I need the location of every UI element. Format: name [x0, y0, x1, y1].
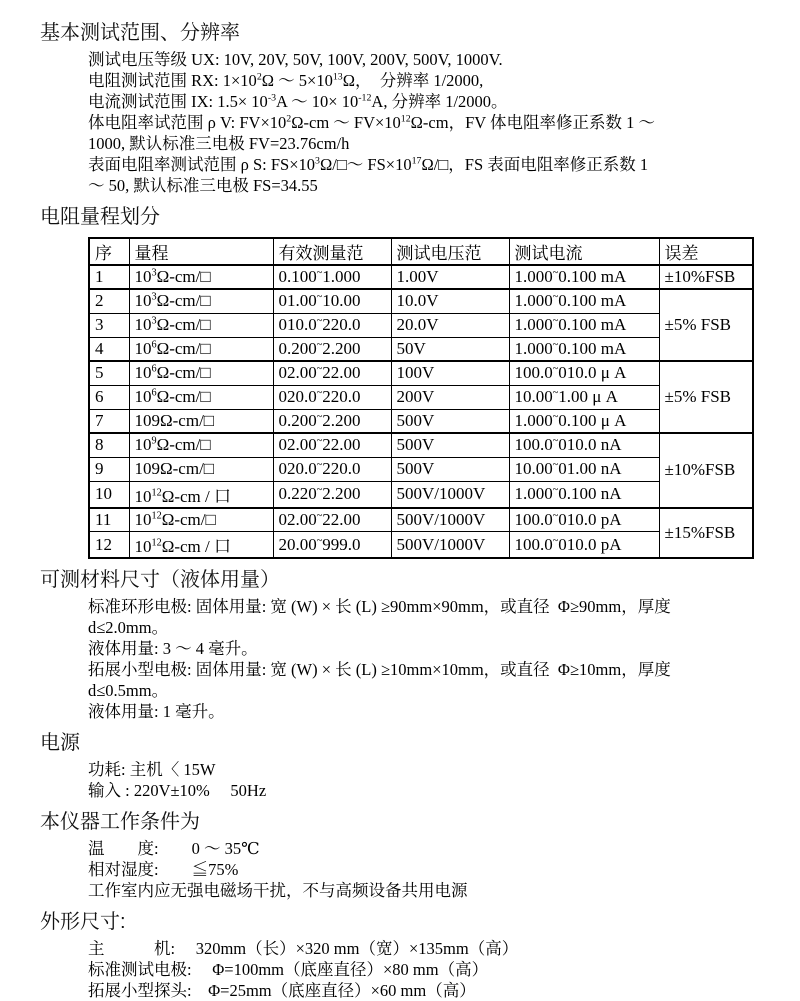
- section-heading-basic: 基本测试范围、分辨率: [40, 22, 240, 44]
- cell-measure: 02.00~22.00: [273, 508, 391, 532]
- dimensions-spec-block: [88, 938, 766, 1001]
- cell-range: 109Ω-cm/□: [129, 457, 273, 481]
- cell-voltage: 10.0V: [391, 289, 509, 313]
- cell-range: $10^6\Omega-cm/□$: [129, 337, 273, 361]
- table-row: [89, 361, 753, 385]
- cell-measure: 0.200~2.200: [273, 337, 391, 361]
- section-dimensions: [40, 909, 766, 1001]
- cell-no: 10: [89, 481, 129, 508]
- cell-measure: 02.00~22.00: [273, 361, 391, 385]
- cell-error: ±10%FSB: [659, 265, 753, 289]
- cell-voltage: 200V: [391, 385, 509, 409]
- spec-line: 1000, 默认标准三电极 FV=23.76cm/h: [88, 134, 350, 153]
- table-row: [89, 313, 753, 337]
- table-row: [89, 457, 753, 481]
- cell-measure: 020.0~220.0: [273, 385, 391, 409]
- cell-current: 100.0~010.0 nA: [509, 433, 659, 457]
- cell-measure: 010.0~220.0: [273, 313, 391, 337]
- section-heading-dimensions: 外形尺寸:: [40, 911, 126, 933]
- cell-current: 1.000~0.100 mA: [509, 313, 659, 337]
- table-row: [89, 337, 753, 361]
- cell-measure: 0.220~2.200: [273, 481, 391, 508]
- section-power: [40, 730, 766, 801]
- cell-voltage: 20.0V: [391, 313, 509, 337]
- cell-range: $10^6\Omega-cm/□$: [129, 361, 273, 385]
- col-header-range: 量程: [129, 238, 273, 265]
- cell-range: $10^9\Omega-cm/□$: [129, 433, 273, 457]
- spec-line: 液体用量: 1 毫升。: [88, 702, 225, 721]
- power-spec-block: [88, 759, 766, 801]
- col-header-voltage: 测试电压范: [391, 238, 509, 265]
- spec-line: 表面电阻率测试范围 ρ S: $FS\times 10^3\Omega/□\sim$ $FS\times 10^{17}\Omega/□$，FS 表面电阻率修正系数 1: [88, 155, 649, 174]
- cell-current: 100.0~010.0 μ A: [509, 361, 659, 385]
- section-heading-range-division: 电阻量程划分: [40, 206, 160, 228]
- spec-line: 工作室内应无强电磁场干扰，不与高频设备共用电源: [88, 881, 468, 900]
- spec-line: d≤2.0mm。: [88, 618, 169, 637]
- col-header-measure: 有效测量范: [273, 238, 391, 265]
- cell-no: 9: [89, 457, 129, 481]
- cell-measure: 020.0~220.0: [273, 457, 391, 481]
- cell-no: 8: [89, 433, 129, 457]
- resistance-range-table: [88, 237, 754, 559]
- cell-voltage: 50V: [391, 337, 509, 361]
- range-table-body: [89, 265, 753, 558]
- spec-line: 温 度: 0 ～ 35℃: [88, 839, 260, 858]
- basic-spec-block: [88, 49, 766, 196]
- cell-voltage: 500V/1000V: [391, 532, 509, 559]
- spec-line: 功耗: 主机〈 15W: [88, 760, 216, 779]
- cell-current: 1.000~0.100 mA: [509, 265, 659, 289]
- spec-line: 液体用量: 3 ～ 4 毫升。: [88, 639, 258, 658]
- cell-current: 1.000~0.100 mA: [509, 337, 659, 361]
- spec-line: 测试电压等级 UX: 10V, 20V, 50V, 100V, 200V, 500V, 1000V.: [88, 50, 503, 69]
- cell-range: $10^3\Omega-cm/□$: [129, 265, 273, 289]
- spec-line: 电阻测试范围 RX: $1\times 10^2\Omega$ ～ $5\times 10^{13}\Omega$， 分辨率 1/2000,: [88, 71, 484, 90]
- cell-current: 1.000~0.100 mA: [509, 289, 659, 313]
- table-row: [89, 532, 753, 559]
- cell-current: 100.0~010.0 pA: [509, 508, 659, 532]
- spec-line: 体电阻率试范围 ρ V: $FV\times 10^2\Omega-cm$ ～ $FV\times 10^{12}\Omega-cm$，FV 体电阻率修正系数 1 ～: [88, 113, 656, 132]
- spec-line: 主 机: 320mm（长）×320 mm（宽）×135mm（高）: [88, 939, 519, 958]
- cell-measure: 20.00~999.0: [273, 532, 391, 559]
- section-basic-specs: [40, 20, 766, 196]
- cell-current: 10.00~01.00 nA: [509, 457, 659, 481]
- cell-no: 11: [89, 508, 129, 532]
- cell-voltage: 500V: [391, 409, 509, 433]
- cell-current: 10.00~1.00 μ A: [509, 385, 659, 409]
- section-range-division: [40, 204, 766, 559]
- cell-no: 1: [89, 265, 129, 289]
- cell-voltage: 500V/1000V: [391, 508, 509, 532]
- cell-measure: 0.100~1.000: [273, 265, 391, 289]
- spec-line: d≤0.5mm。: [88, 681, 169, 700]
- cell-error: ±10%FSB: [659, 433, 753, 508]
- conditions-spec-block: [88, 838, 766, 901]
- table-row: [89, 289, 753, 313]
- cell-current: 100.0~010.0 pA: [509, 532, 659, 559]
- cell-voltage: 500V: [391, 457, 509, 481]
- spec-line: 相对湿度: ≦75%: [88, 860, 239, 879]
- table-row: [89, 265, 753, 289]
- cell-no: 4: [89, 337, 129, 361]
- cell-range: 109Ω-cm/□: [129, 409, 273, 433]
- cell-voltage: 500V: [391, 433, 509, 457]
- cell-range: $10^3\Omega-cm/□$: [129, 289, 273, 313]
- cell-range: $10^{12}\Omega-cm$ / 口: [129, 481, 273, 508]
- section-material-size: [40, 567, 766, 722]
- col-header-error: 误差: [659, 238, 753, 265]
- spec-line: ～ 50, 默认标准三电极 FS=34.55: [88, 176, 318, 195]
- cell-range: $10^{12}\Omega-cm/□$: [129, 508, 273, 532]
- section-heading-power: 电源: [40, 732, 80, 754]
- cell-voltage: 1.00V: [391, 265, 509, 289]
- spec-line: 输入 : 220V±10% 50Hz: [88, 781, 267, 800]
- cell-no: 5: [89, 361, 129, 385]
- header-row: [89, 238, 753, 265]
- table-row: [89, 409, 753, 433]
- spec-line: 拓展小型电极: 固体用量: 宽 (W) × 长 (L) ≥10mm×10mm，或直径 Φ≥10mm，厚度: [88, 660, 671, 679]
- cell-measure: 02.00~22.00: [273, 433, 391, 457]
- col-header-index: 序: [89, 238, 129, 265]
- cell-no: 6: [89, 385, 129, 409]
- cell-range: $10^{12}\Omega-cm$ / 口: [129, 532, 273, 559]
- section-heading-material: 可测材料尺寸（液体用量）: [40, 569, 280, 591]
- cell-no: 7: [89, 409, 129, 433]
- section-heading-conditions: 本仪器工作条件为: [40, 811, 200, 833]
- cell-no: 3: [89, 313, 129, 337]
- spec-line: 标准测试电极: Φ=100mm（底座直径）×80 mm（高）: [88, 960, 489, 979]
- col-header-current: 测试电流: [509, 238, 659, 265]
- table-row: [89, 385, 753, 409]
- cell-measure: 01.00~10.00: [273, 289, 391, 313]
- spec-line: 拓展小型探头: Φ=25mm（底座直径）×60 mm（高）: [88, 981, 476, 1000]
- table-row: [89, 433, 753, 457]
- material-spec-block: [88, 596, 766, 722]
- spec-line: 电流测试范围 IX: $1.5\times 10^{-3}A$ ～ $10\times 10^{-12}A$, 分辨率 1/2000。: [88, 92, 508, 111]
- spec-line: 标准环形电极: 固体用量: 宽 (W) × 长 (L) ≥90mm×90mm，或直径 Φ≥90mm，厚度: [88, 597, 671, 616]
- cell-measure: 0.200~2.200: [273, 409, 391, 433]
- cell-no: 2: [89, 289, 129, 313]
- table-row: [89, 508, 753, 532]
- cell-no: 12: [89, 532, 129, 559]
- table-row: [89, 481, 753, 508]
- range-table-header: [89, 238, 753, 265]
- cell-range: $10^6\Omega-cm/□$: [129, 385, 273, 409]
- cell-current: 1.000~0.100 nA: [509, 481, 659, 508]
- cell-voltage: 100V: [391, 361, 509, 385]
- cell-range: $10^3\Omega-cm/□$: [129, 313, 273, 337]
- cell-current: 1.000~0.100 μ A: [509, 409, 659, 433]
- cell-error: ±15%FSB: [659, 508, 753, 559]
- section-working-conditions: [40, 809, 766, 901]
- cell-error: ±5% FSB: [659, 361, 753, 433]
- cell-voltage: 500V/1000V: [391, 481, 509, 508]
- cell-error: ±5% FSB: [659, 289, 753, 361]
